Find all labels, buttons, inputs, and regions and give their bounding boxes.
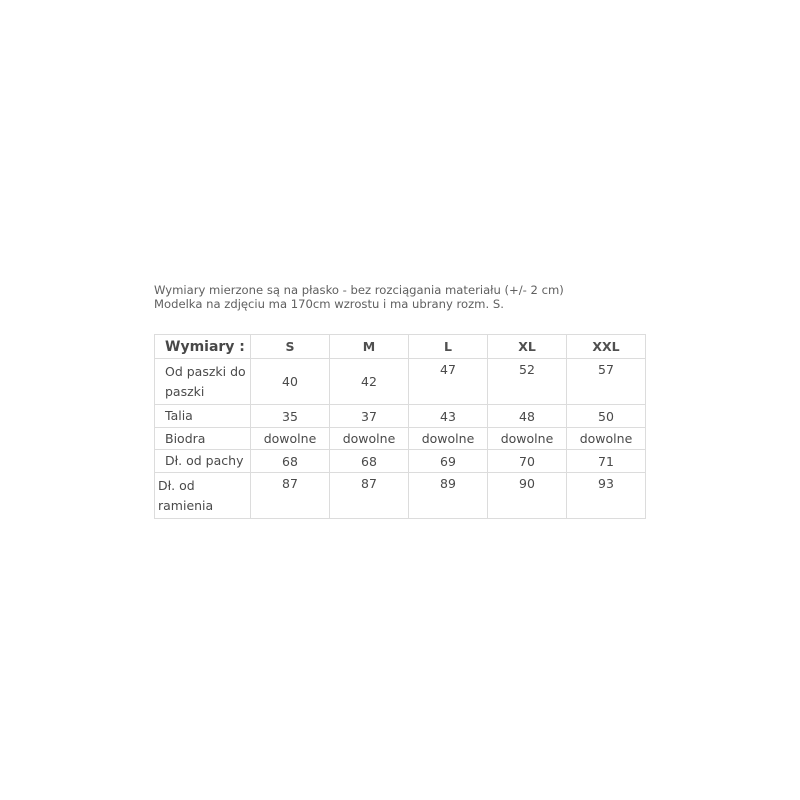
table-cell: 70 bbox=[488, 450, 567, 473]
row-label-length-from-armpit: Dł. od pachy bbox=[155, 450, 251, 473]
table-cell: 57 bbox=[567, 359, 646, 405]
note-model-size: Modelka na zdjęciu ma 170cm wzrostu i ma ubrany rozm. S. bbox=[154, 297, 504, 311]
table-cell: 52 bbox=[488, 359, 567, 405]
row-label-hips: Biodra bbox=[155, 428, 251, 450]
row-label-line: Od paszki do bbox=[165, 363, 246, 379]
header-size-xxl: XXL bbox=[567, 335, 646, 359]
header-size-xl: XL bbox=[488, 335, 567, 359]
table-cell: dowolne bbox=[488, 428, 567, 450]
table-cell: 69 bbox=[409, 450, 488, 473]
note-flat-measurement: Wymiary mierzone są na płasko - bez rozciągania materiału (+/- 2 cm) bbox=[154, 283, 564, 297]
table-cell: dowolne bbox=[330, 428, 409, 450]
table-cell: 47 bbox=[409, 359, 488, 405]
header-measurements: Wymiary : bbox=[155, 335, 251, 359]
row-label-waist: Talia bbox=[155, 405, 251, 428]
row-label-armpit-to-armpit bbox=[155, 359, 251, 405]
table-row bbox=[155, 359, 646, 405]
table-header-row bbox=[155, 335, 646, 359]
measurement-notes bbox=[154, 283, 564, 311]
table-cell: dowolne bbox=[409, 428, 488, 450]
table-cell: 35 bbox=[251, 405, 330, 428]
header-size-s: S bbox=[251, 335, 330, 359]
table-row bbox=[155, 428, 646, 450]
row-label-line: paszki bbox=[165, 383, 205, 399]
table-row bbox=[155, 405, 646, 428]
table-cell: 89 bbox=[409, 473, 488, 519]
table-cell: 48 bbox=[488, 405, 567, 428]
table-cell: dowolne bbox=[567, 428, 646, 450]
table-cell: 90 bbox=[488, 473, 567, 519]
table-cell: dowolne bbox=[251, 428, 330, 450]
table-row bbox=[155, 473, 646, 519]
table-cell: 42 bbox=[330, 359, 409, 405]
table-cell: 71 bbox=[567, 450, 646, 473]
table-cell: 68 bbox=[251, 450, 330, 473]
table-cell: 93 bbox=[567, 473, 646, 519]
row-label-line: Dł. od bbox=[158, 477, 195, 493]
header-size-l: L bbox=[409, 335, 488, 359]
table-cell: 87 bbox=[330, 473, 409, 519]
table-cell: 37 bbox=[330, 405, 409, 428]
table-cell: 43 bbox=[409, 405, 488, 428]
table-cell: 40 bbox=[251, 359, 330, 405]
table-cell: 50 bbox=[567, 405, 646, 428]
table-cell: 87 bbox=[251, 473, 330, 519]
header-size-m: M bbox=[330, 335, 409, 359]
row-label-length-from-shoulder bbox=[155, 473, 251, 519]
table-row bbox=[155, 450, 646, 473]
row-label-line: ramienia bbox=[158, 497, 214, 513]
table-cell: 68 bbox=[330, 450, 409, 473]
size-table bbox=[154, 334, 646, 519]
